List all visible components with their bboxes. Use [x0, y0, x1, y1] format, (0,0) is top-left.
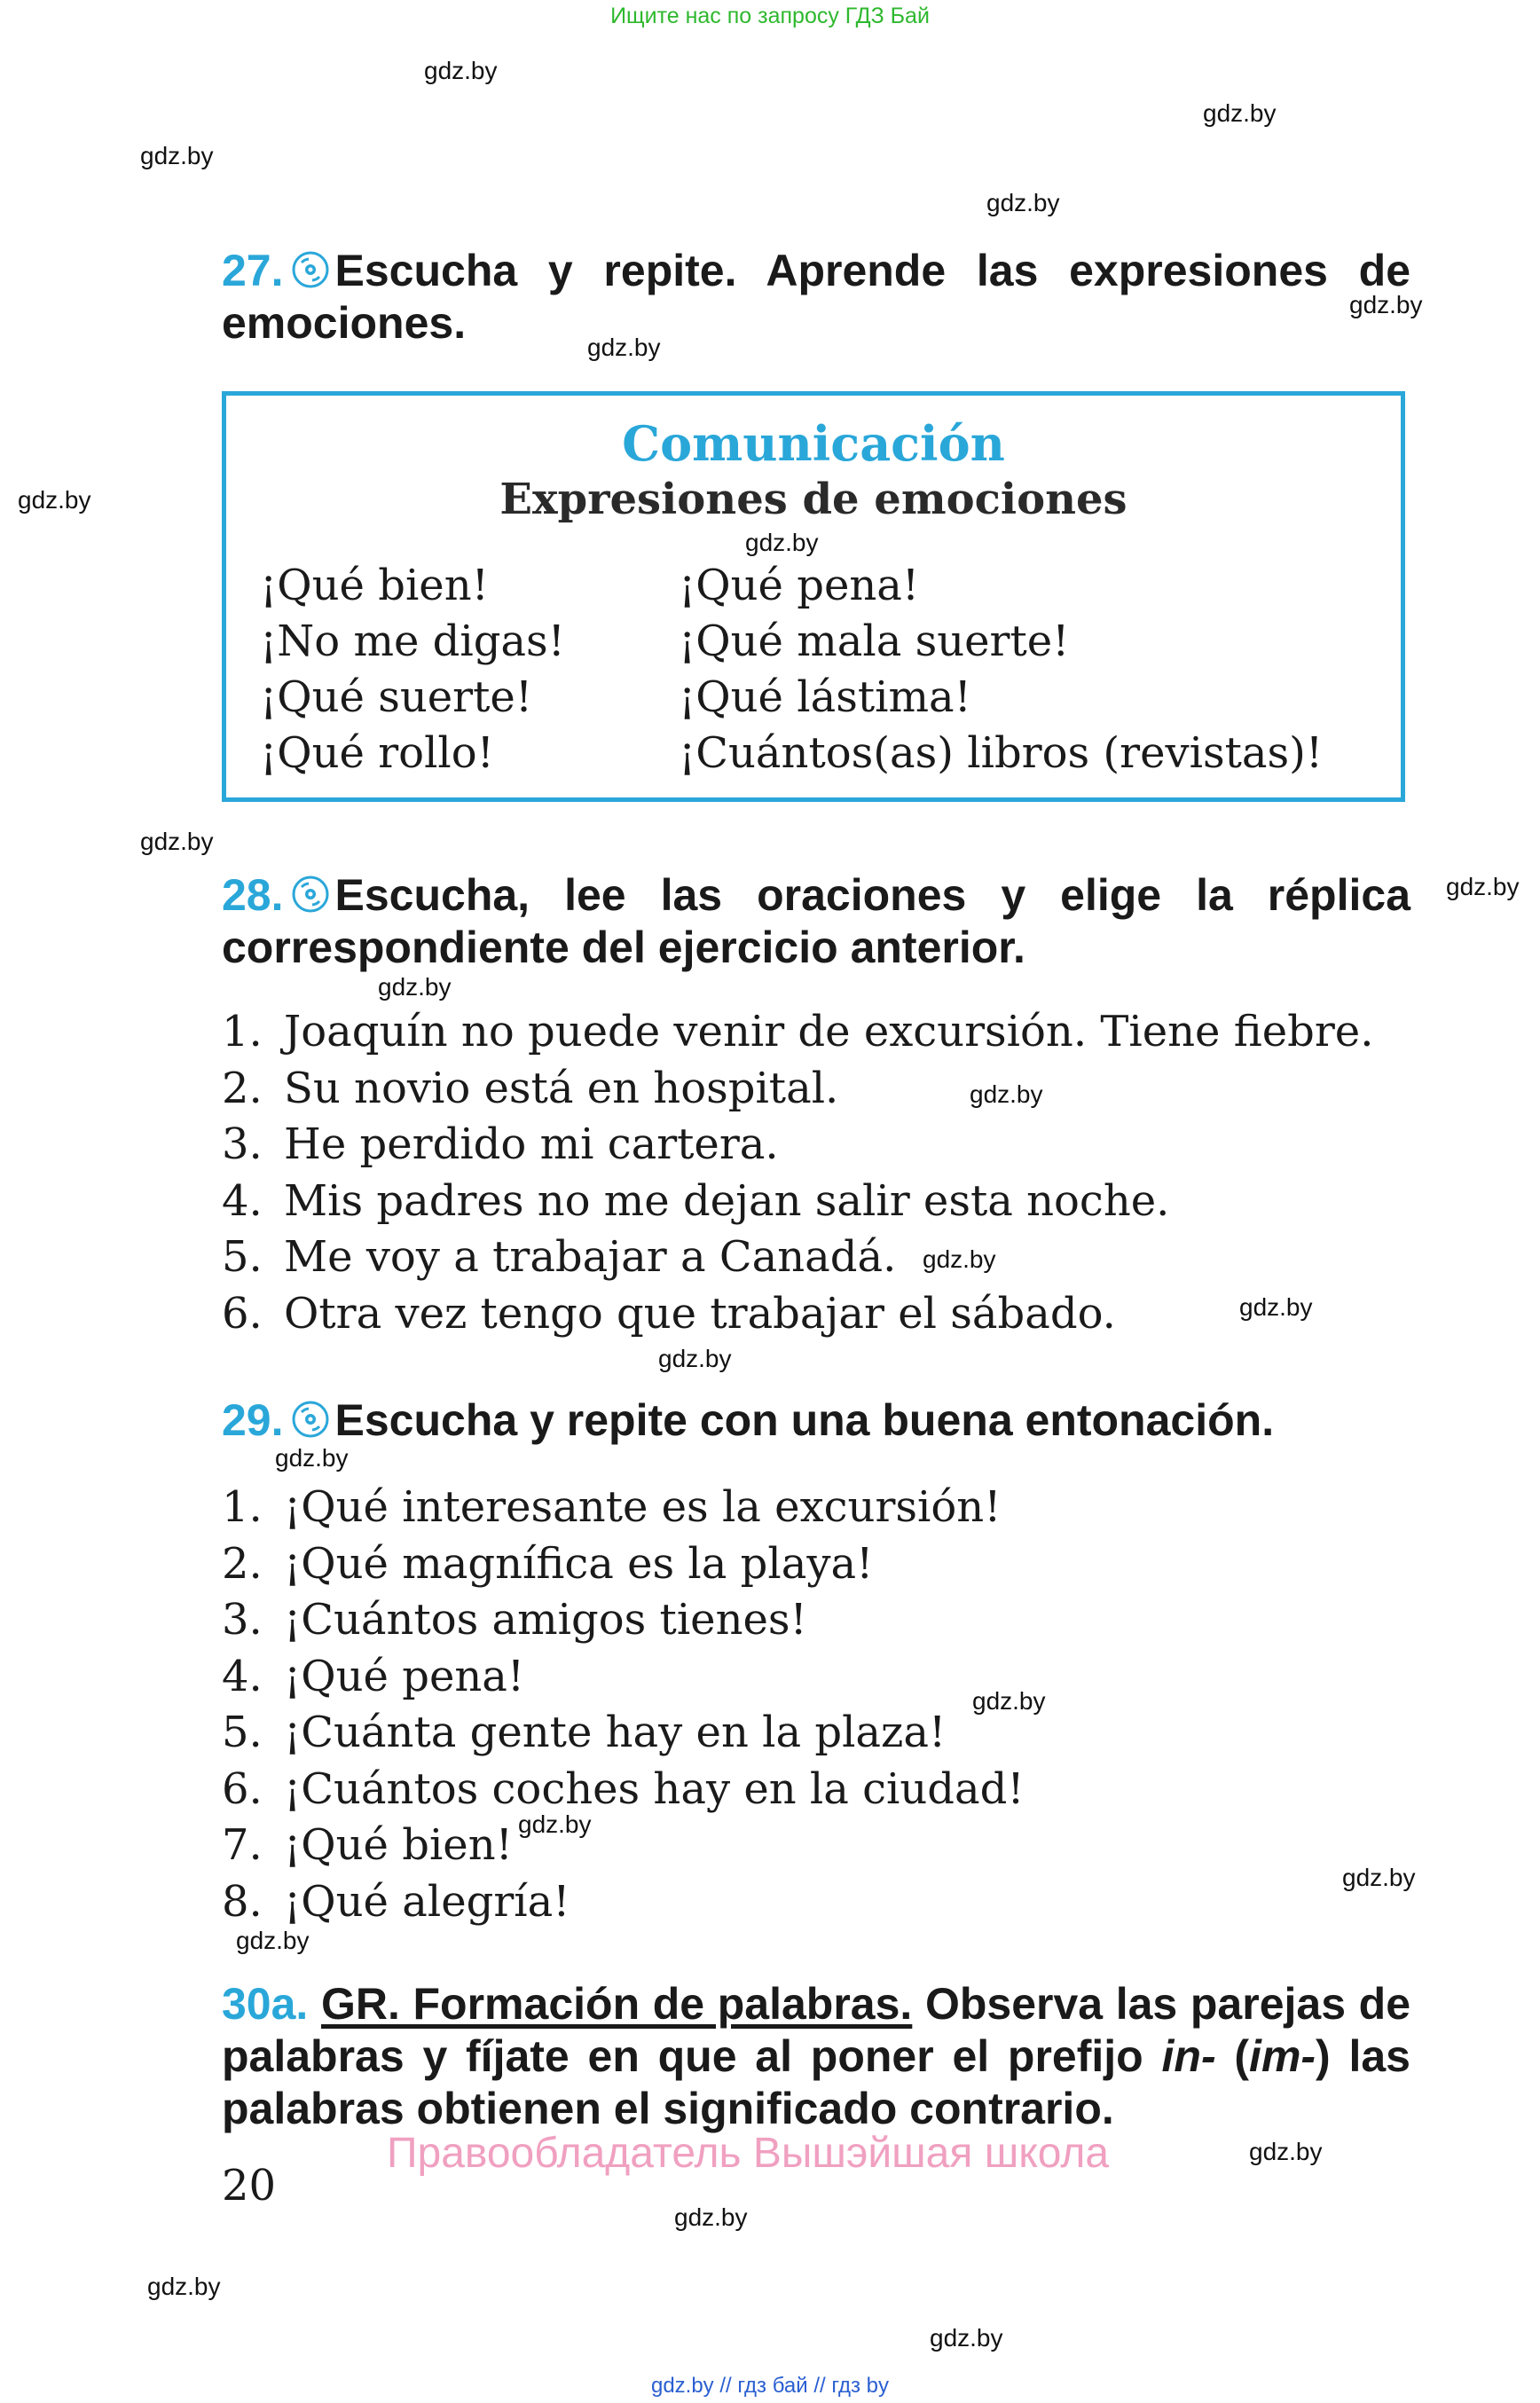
box-subtitle: Expresiones de emociones	[499, 475, 1128, 524]
list-item: 5. ¡Cuánta gente hay en la plaza!	[222, 1708, 947, 1757]
exercise-29	[222, 1394, 1410, 1447]
expression: ¡Qué mala suerte!	[679, 616, 1070, 666]
audio-cd-icon	[291, 875, 330, 914]
watermark: gdz.by	[18, 486, 91, 514]
expressions-left-column	[260, 558, 565, 781]
exercise-28	[222, 869, 1410, 974]
exercise-27	[222, 245, 1410, 349]
watermark: gdz.by	[745, 529, 819, 556]
exercise-number: 29.	[222, 1395, 284, 1445]
exercise-instruction: Escucha y repite. Aprende las expresiones de emociones.	[222, 246, 1410, 348]
watermark: gdz.by	[275, 1444, 349, 1472]
watermark: gdz.by	[972, 1687, 1046, 1715]
list-item: 7. ¡Qué bien!	[222, 1820, 513, 1870]
exercise-number: 28.	[222, 870, 284, 920]
grammar-label: GR. Formación de palabras.	[320, 1979, 913, 2029]
top-banner[interactable]: Ищите нас по запросу ГДЗ Бай	[610, 4, 930, 28]
prefix-in: in-	[1161, 2031, 1216, 2081]
list-item: 2. ¡Qué magnífica es la playa!	[222, 1538, 874, 1589]
list-item: 5. Me voy a trabajar a Canadá.	[222, 1232, 897, 1282]
watermark: gdz.by	[1203, 99, 1277, 127]
exercise-30a: 30a. GR. Formación de palabras. Observa las parejas de palabras y fíjate en que al poner el prefijo in- (im-) las palabras obtienen el significado contrario.	[222, 1979, 1410, 2133]
watermark: gdz.by	[140, 142, 214, 169]
watermark: gdz.by	[1239, 1293, 1313, 1321]
list-item: 1. ¡Qué interesante es la excursión!	[222, 1482, 1002, 1532]
expression: ¡Qué suerte!	[260, 672, 533, 722]
watermark: gdz.by	[236, 1927, 310, 1954]
footer-watermark[interactable]: gdz.by // гдз бай // гдз by	[650, 2374, 890, 2398]
expression: ¡Qué bien!	[260, 561, 489, 610]
exercise-28-list	[222, 1004, 1373, 1342]
watermark: gdz.by	[1349, 291, 1423, 318]
watermark: gdz.by	[970, 1080, 1043, 1108]
audio-cd-icon	[291, 250, 330, 289]
audio-cd-icon	[291, 1400, 330, 1439]
list-item: 3. He perdido mi cartera.	[222, 1119, 779, 1169]
expressions-right-column	[679, 558, 1323, 781]
watermark: gdz.by	[140, 828, 214, 855]
list-item: 2. Su novio está en hospital.	[222, 1063, 839, 1113]
list-item: 4. ¡Qué pena!	[222, 1651, 525, 1701]
exercise-instruction: Escucha, lee las oraciones y elige la réplica correspondiente del ejercicio anterior.	[222, 870, 1410, 972]
watermark: gdz.by	[1249, 2138, 1323, 2165]
watermark: gdz.by	[674, 2203, 748, 2231]
expression: ¡Cuántos(as) libros (revistas)!	[679, 728, 1324, 778]
exercise-number: 30a.	[222, 1979, 309, 2029]
list-item: 3. ¡Cuántos amigos tienes!	[222, 1595, 807, 1645]
list-item: 6. ¡Cuántos coches hay en la ciudad!	[222, 1763, 1025, 1814]
communication-box	[222, 391, 1405, 802]
watermark: gdz.by	[1342, 1864, 1416, 1891]
page-number: 20	[222, 2161, 277, 2211]
watermark: gdz.by	[986, 189, 1060, 216]
watermark: gdz.by	[587, 334, 661, 361]
expression: ¡Qué pena!	[679, 561, 920, 610]
watermark: gdz.by	[923, 1245, 996, 1273]
prefix-im: im-	[1249, 2031, 1316, 2081]
expression: ¡Qué lástima!	[679, 672, 971, 722]
exercise-instruction: Observa las parejas de palabras y fíjate en que al poner el prefijo	[222, 1979, 1410, 2081]
list-item: 4. Mis padres no me dejan salir esta noche.	[222, 1175, 1170, 1226]
watermark: gdz.by	[930, 2324, 1003, 2352]
copyright-holder: Правообладатель Вышэйшая школа	[387, 2130, 1110, 2177]
watermark: gdz.by	[147, 2273, 221, 2300]
expression: ¡No me digas!	[260, 616, 565, 666]
list-item: 6. Otra vez tengo que trabajar el sábado.	[222, 1288, 1116, 1339]
watermark: gdz.by	[658, 1345, 732, 1372]
box-title: Comunicación	[622, 415, 1005, 472]
watermark: gdz.by	[378, 973, 452, 1001]
exercise-29-list	[222, 1480, 1025, 1930]
exercise-instruction: Escucha y repite con una buena entonación.	[334, 1395, 1275, 1445]
expression: ¡Qué rollo!	[260, 728, 494, 778]
exercise-instruction-cont: las palabras obtienen el significado contrario.	[222, 2031, 1410, 2133]
watermark: gdz.by	[424, 57, 498, 84]
list-item: 8. ¡Qué alegría!	[222, 1876, 570, 1927]
exercise-number: 27.	[222, 246, 284, 295]
list-item: 1. Joaquín no puede venir de excursión. Tiene fiebre.	[222, 1007, 1374, 1056]
watermark: gdz.by	[518, 1810, 592, 1838]
watermark: gdz.by	[1446, 873, 1520, 900]
